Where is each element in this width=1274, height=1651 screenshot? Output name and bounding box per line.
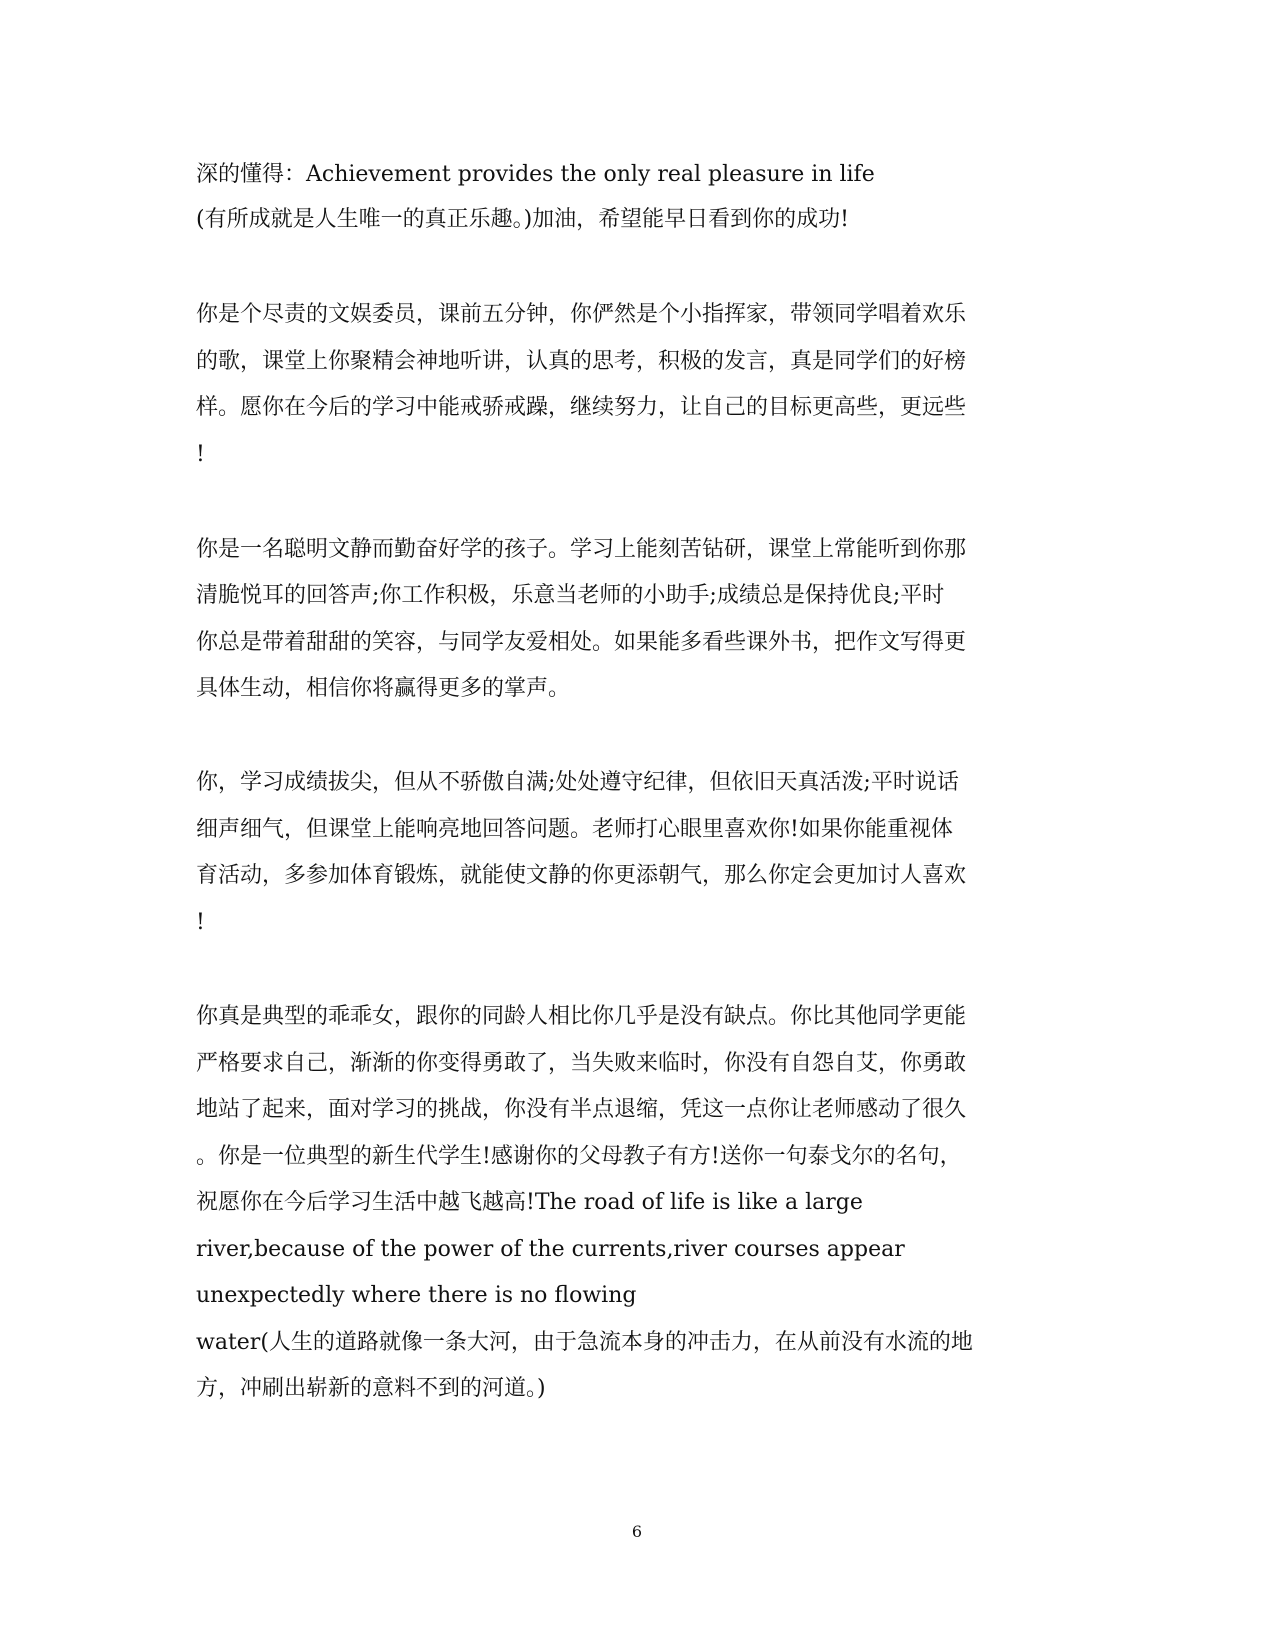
text-line: ! [196,442,205,467]
text-line: 祝愿你在今后学习生活中越飞越高!The road of life is like a large [196,1190,863,1215]
text-line: water(人生的道路就像一条大河，由于急流本身的冲击力，在从前没有水流的地 [196,1330,973,1355]
text-line: 。你是一位典型的新生代学生!感谢你的父母教子有方!送你一句泰戈尔的名句， [196,1144,962,1169]
text-line: 你，学习成绩拔尖，但从不骄傲自满;处处遵守纪律，但依旧天真活泼;平时说话 [196,770,959,795]
text-line: 细声细气，但课堂上能响亮地回答问题。老师打心眼里喜欢你!如果你能重视体 [196,817,953,842]
text-line: unexpectedly where there is no flowing [196,1283,637,1308]
text-line: 具体生动，相信你将赢得更多的掌声。 [196,676,571,701]
text-line: 样。愿你在今后的学习中能戒骄戒躁，继续努力，让自己的目标更高些，更远些 [196,395,967,420]
text-line: 方，冲刷出崭新的意料不到的河道。) [196,1376,546,1401]
text-line: 深的懂得：Achievement provides the only real pleasure in life [196,162,875,187]
text-line: 的歌，课堂上你聚精会神地听讲，认真的思考，积极的发言，真是同学们的好榜 [196,349,967,374]
text-line: 你是个尽责的文娱委员，课前五分钟，你俨然是个小指挥家，带领同学唱着欢乐 [196,302,967,327]
text-line: 育活动，多参加体育锻炼，就能使文静的你更添朝气，那么你定会更加讨人喜欢 [196,863,967,888]
text-line: 你真是典型的乖乖女，跟你的同龄人相比你几乎是没有缺点。你比其他同学更能 [196,1004,967,1029]
text-line: 严格要求自己，渐渐的你变得勇敢了，当失败来临时，你没有自怨自艾，你勇敢 [196,1051,967,1076]
page-number: 6 [631,1522,643,1541]
text-line: 你总是带着甜甜的笑容，与同学友爱相处。如果能多看些课外书，把作文写得更 [196,630,967,655]
text-line: 你是一名聪明文静而勤奋好学的孩子。学习上能刻苦钻研，课堂上常能听到你那 [196,537,967,562]
text-line: river,because of the power of the currents,river courses appear [196,1237,905,1262]
text-line: (有所成就是人生唯一的真正乐趣。)加油，希望能早日看到你的成功! [196,207,850,232]
text-line: ! [196,910,205,935]
text-line: 清脆悦耳的回答声;你工作积极，乐意当老师的小助手;成绩总是保持优良;平时 [196,583,945,608]
text-line: 地站了起来，面对学习的挑战，你没有半点退缩，凭这一点你让老师感动了很久 [196,1097,967,1122]
